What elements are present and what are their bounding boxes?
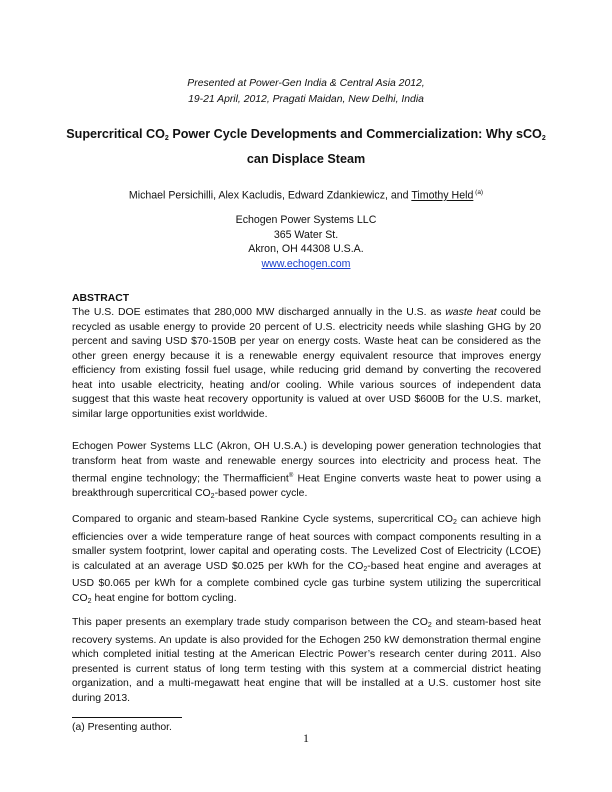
- registered-mark: ®: [288, 473, 294, 479]
- p4-text-a: This paper presents an exemplary trade study comparison between the CO: [72, 617, 428, 628]
- p3-subscript-2: 2: [363, 565, 368, 573]
- presenting-author: Timothy Held: [411, 189, 474, 202]
- website-link[interactable]: www.echogen.com: [261, 257, 351, 270]
- p2-text-b: Heat Engine converts waste heat to power using a breakthrough supercritical CO: [72, 473, 542, 499]
- p4-text-b: and steam-based heat recovery systems. An update is also provided for the Echogen 250 kW demonstration thermal engine which completed initial testing at the American Electric Power’s research center during 2011. Also presented is current status of long term testing with this system at a commercial district heating organization, and a multi-megawatt heat engine that will be installed at a U.S. customer host site during 2013.: [72, 617, 541, 704]
- abstract-paragraph-4: [72, 616, 541, 706]
- abstract-heading: ABSTRACT: [72, 293, 130, 304]
- street-address: 365 Water St.: [273, 228, 339, 241]
- title-subscript-2: 2: [541, 135, 546, 142]
- author-names: Michael Persichilli, Alex Kacludis, Edward Zdankiewicz, and: [128, 189, 412, 202]
- company-name: Echogen Power Systems LLC: [235, 214, 377, 226]
- page-number: 1: [303, 731, 309, 745]
- p1-emphasis: waste heat: [445, 307, 497, 318]
- title-part-2: Power Cycle Developments and Commercialization: Why sCO: [168, 127, 542, 141]
- abstract-paragraph-1: [72, 306, 541, 422]
- p1-text-a: The U.S. DOE estimates that 280,000 MW discharged annually in the U.S. as: [72, 307, 446, 318]
- conference-venue: [0, 76, 612, 108]
- p2-text-c: -based power cycle.: [214, 487, 308, 499]
- affiliation: [0, 213, 612, 271]
- abstract-paragraph-2: [72, 440, 541, 504]
- paper-title: [60, 124, 552, 170]
- p3-subscript-3: 2: [87, 597, 92, 605]
- p1-text-b: could be recycled as usable energy to provide 20 percent of U.S. electricity needs while slashing GHG by 20 percent and saving USD $70-150B per year on energy costs. Waste heat can be considered as the other green energy because it is a renewable energy equivalent resource that improves energy efficiency from existing fossil fuel usage, while reducing grid demand by converting the recovered heat into usable electricity, heating and/or cooling. While various sources of independent data suggest that this waste heat recovery opportunity is valued at over USD $600B for the U.S. market, similar large opportunities exist worldwide.: [72, 307, 541, 420]
- p4-subscript: 2: [427, 622, 432, 629]
- footnote: (a) Presenting author.: [72, 722, 172, 733]
- title-subscript-1: 2: [164, 135, 169, 142]
- venue-line-2: 19-21 April, 2012, Pragati Maidan, New Delhi, India: [188, 94, 424, 105]
- title-part-1: Supercritical CO: [66, 127, 165, 141]
- city-address: Akron, OH 44308 U.S.A.: [248, 243, 364, 255]
- p3-subscript-1: 2: [452, 519, 457, 526]
- title-part-3: can Displace Steam: [246, 152, 366, 166]
- venue-line-1: Presented at Power-Gen India & Central Asia 2012,: [187, 78, 425, 89]
- p3-text-d: heat engine for bottom cycling.: [91, 592, 237, 604]
- p2-subscript: 2: [210, 492, 215, 500]
- author-list: [0, 186, 612, 203]
- p2-text-a: Echogen Power Systems LLC (Akron, OH U.S.A.) is developing power generation technologies that transform heat from waste and renewable energy sources into electricity and process heat. The thermal engine technology; the Thermafficient: [72, 441, 541, 485]
- footnote-divider: [72, 717, 182, 718]
- author-footnote-marker: (a): [473, 189, 484, 196]
- p3-text-a: Compared to organic and steam-based Rankine Cycle systems, supercritical CO: [72, 514, 453, 525]
- p3-text-c: -based heat engine and averages at USD $0.065 per kWh for a complete combined cycle gas turbine system utilizing the supercritical CO: [72, 560, 541, 604]
- p3-text-b: can achieve high efficiencies over a wide temperature range of heat sources with compact components resulting in a smaller system footprint, lower capital and operating costs. The Levelized Cost of Electricity (LCOE) is calculated at an average USD $0.025 per kWh for the CO: [72, 514, 541, 572]
- abstract-paragraph-3: [72, 513, 541, 609]
